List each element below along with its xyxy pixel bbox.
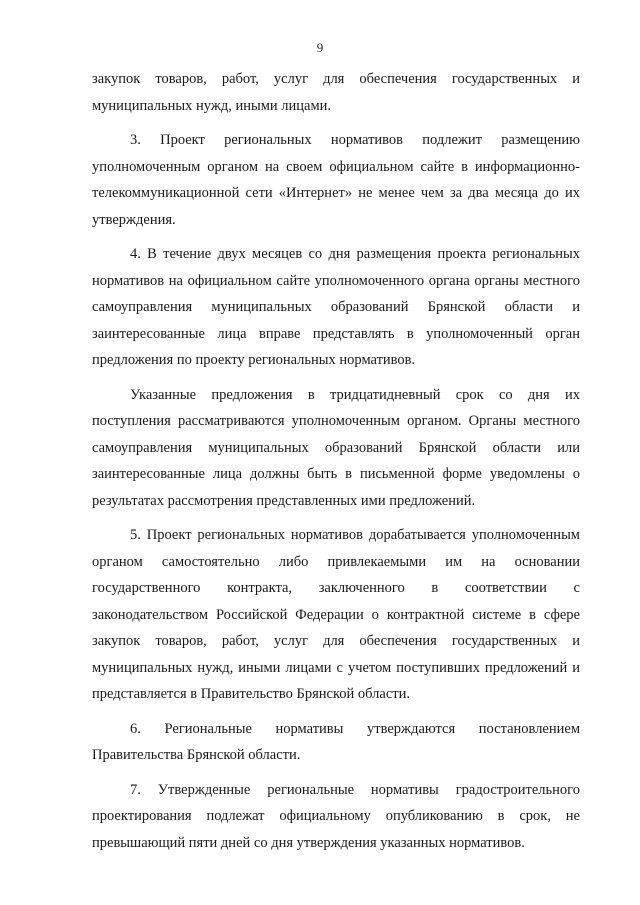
paragraph-item-6: 6. Региональные нормативы утверждаются постановлением Правительства Брянской области.	[92, 720, 580, 763]
paragraph-item-5: 5. Проект региональных нормативов дорабатывается уполномоченным органом самостоятельно либо привлекаемыми им на основании государственного контракта, заключенного в соответствии с законодательством Российской Федерации о контрактной системе в сфере закупок товаров, работ, услуг для обеспечения государственных и муниципальных нужд, иными лицами с учетом поступивших предложений и представляется в Правительство Брянской области.	[92, 527, 580, 702]
paragraph-item-4: 4. В течение двух месяцев со дня размещения проекта региональных нормативов на официальном сайте уполномоченного органа органы местного самоуправления муниципальных образований Брянской области и заинтересованные лица вправе представлять в уполномоченный орган предложения по проекту региональных нормативов.	[92, 246, 580, 368]
paragraph-item-4-proposals: Указанные предложения в тридцатидневный срок со дня их поступления рассматриваются уполномоченным органом. Органы местного самоуправления муниципальных образований Брянской области или заинтересованные лица должны быть в письменной форме уведомлены о результатах рассмотрения представленных ими предложений.	[92, 386, 580, 509]
document-body	[92, 66, 580, 864]
paragraph-item-7: 7. Утвержденные региональные нормативы градостроительного проектирования подлежат официальному опубликованию в срок, не превышающий пяти дней со дня утверждения указанных нормативов.	[92, 781, 580, 851]
page-number: 9	[316, 40, 324, 55]
paragraph-item-3: 3. Проект региональных нормативов подлежит размещению уполномоченным органом на своем официальном сайте в информационно-телекоммуникационной сети «Интернет» не менее чем за два месяца до их утверждения.	[92, 132, 580, 228]
paragraph-continuation: закупок товаров, работ, услуг для обеспечения государственных и муниципальных нужд, иными лицами.	[92, 71, 580, 114]
